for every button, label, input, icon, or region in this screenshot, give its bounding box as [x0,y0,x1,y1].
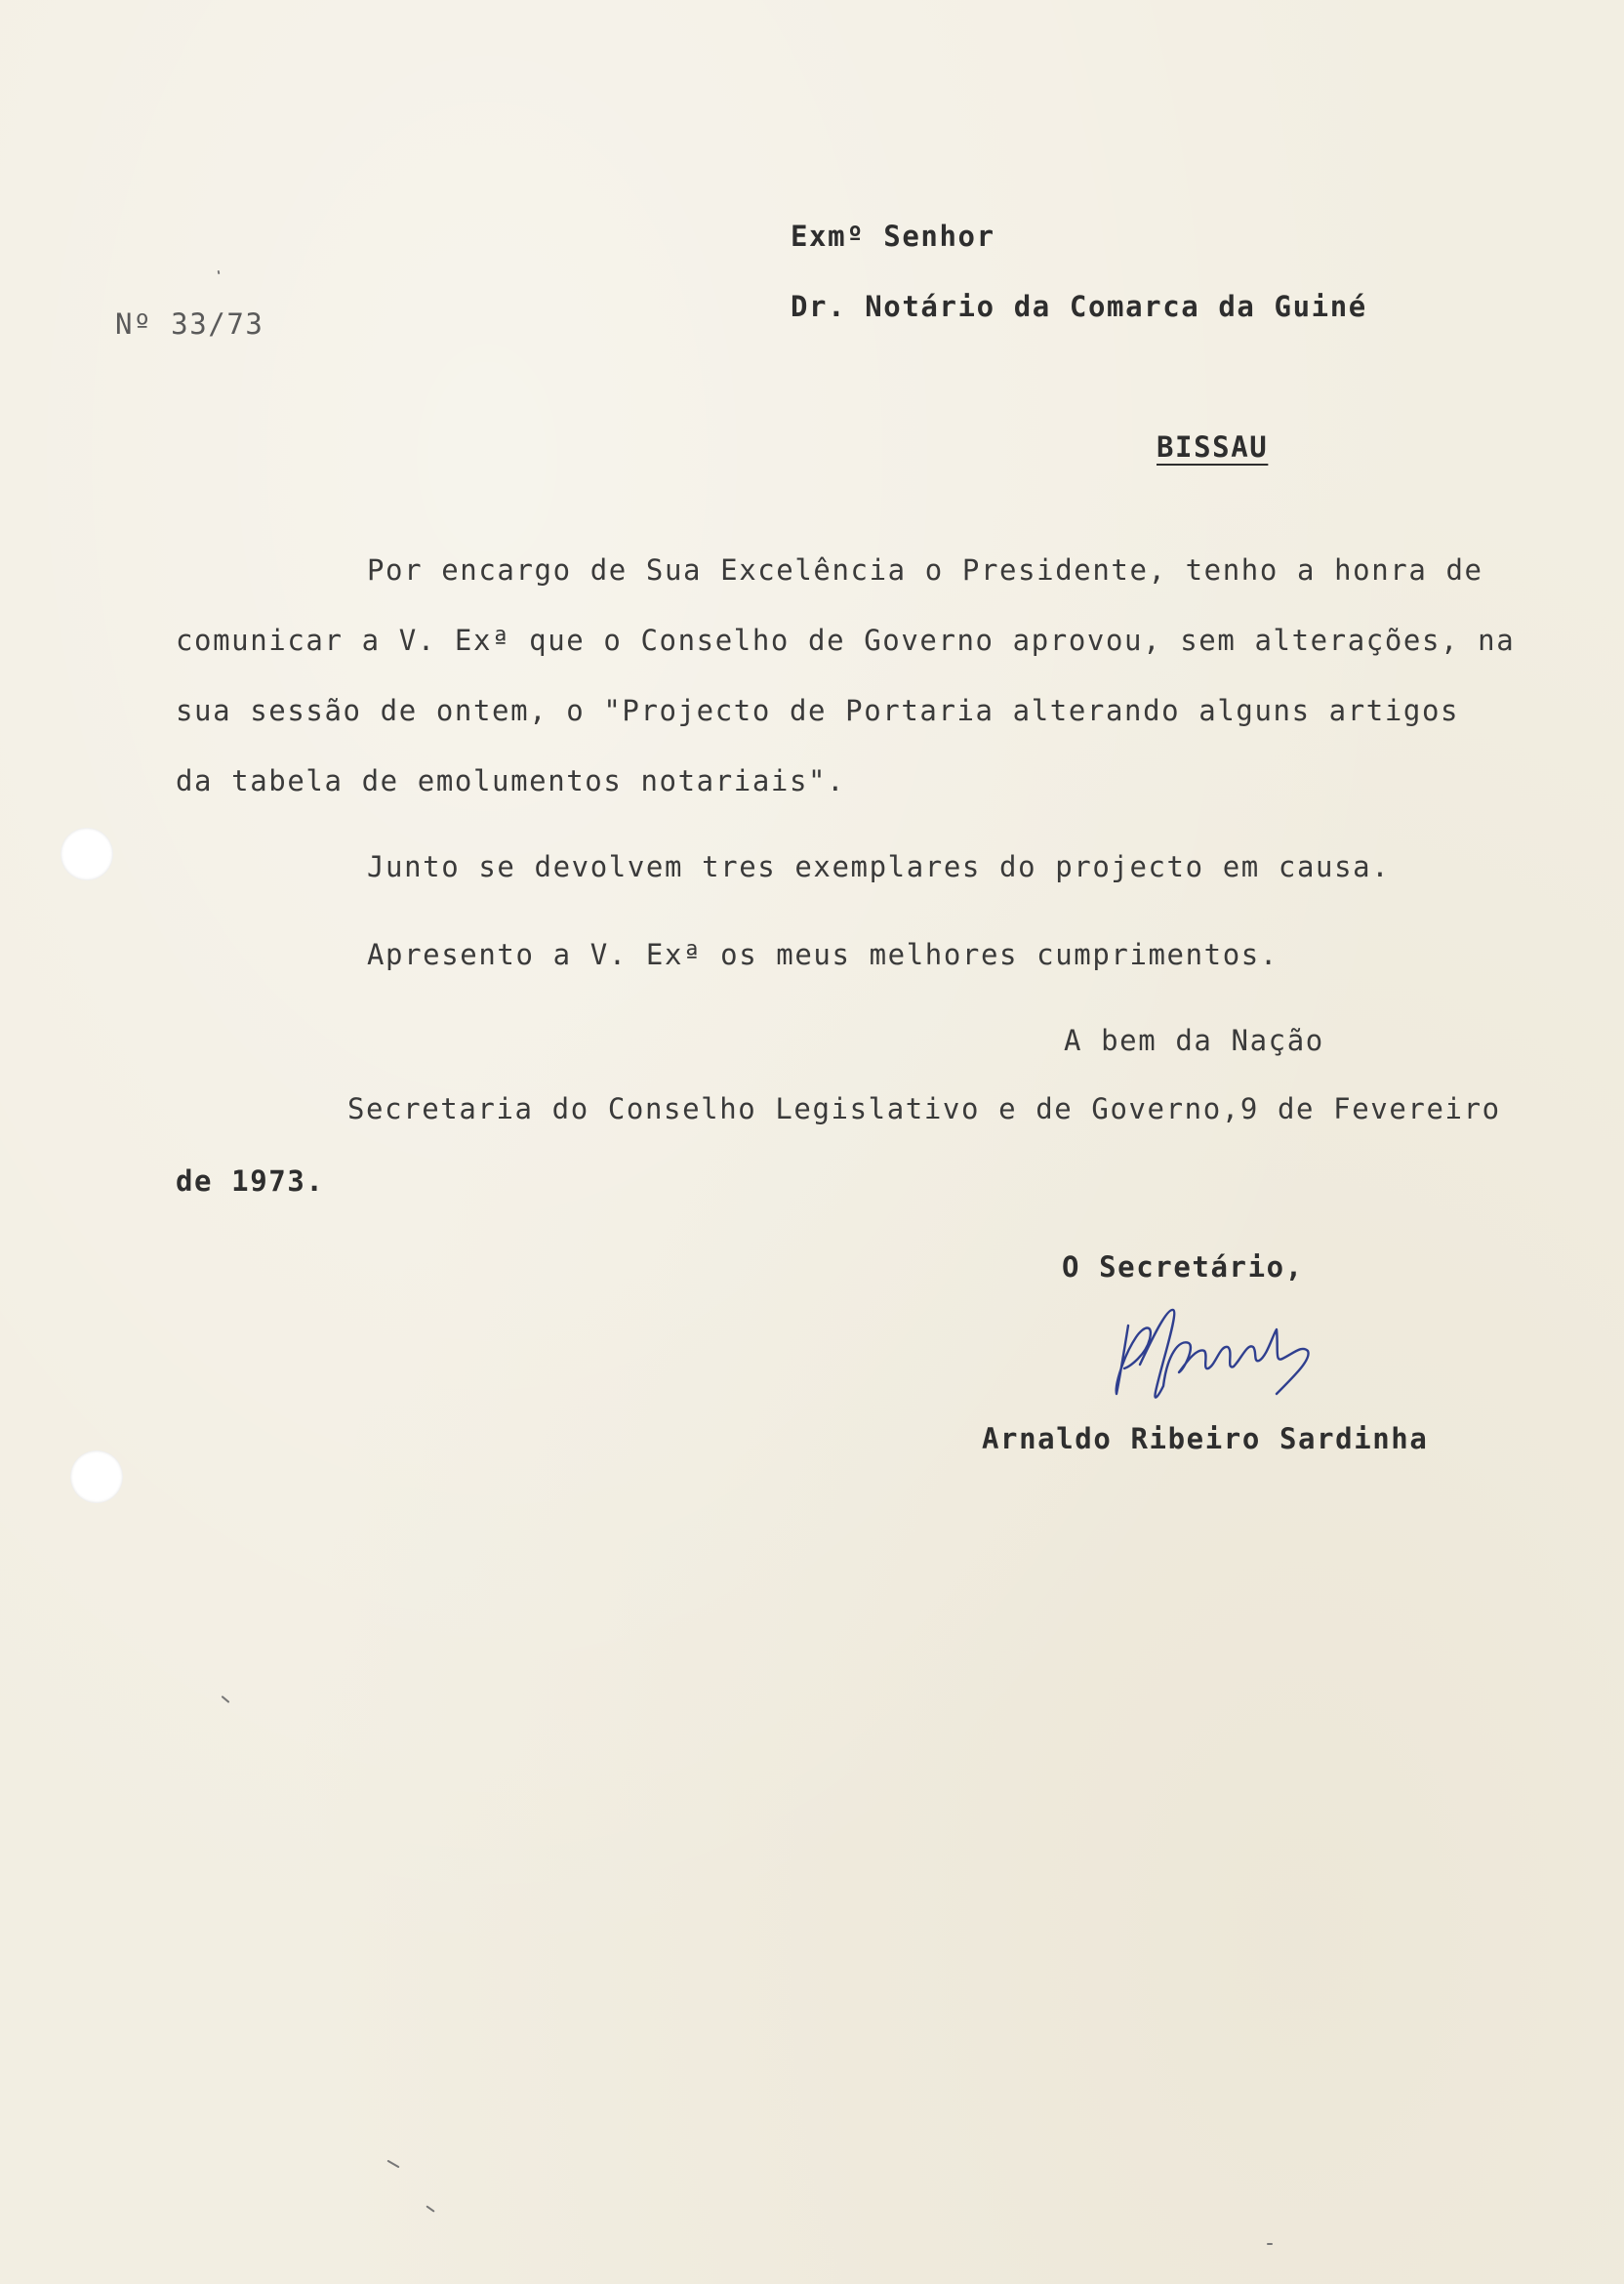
punch-hole-top [61,828,113,880]
paragraph-1-line-4: da tabela de emolumentos notariais". [176,764,846,797]
paragraph-3: Apresento a V. Exª os meus melhores cumprimentos. [367,938,1279,971]
signatory-name: Arnaldo Ribeiro Sardinha [982,1422,1429,1455]
paragraph-1-line-3: sua sessão de ontem, o "Projecto de Portaria alterando alguns artigos [176,694,1460,727]
paper-speck [386,2160,399,2169]
place-date-line-2: de 1973. [176,1164,325,1198]
paper-speck [1267,2243,1273,2245]
paper-speck [426,2205,434,2212]
salutation: Exmº Senhor [791,220,995,253]
place-date-line-1: Secretaria do Conselho Legislativo e de Governo,9 de Fevereiro [347,1092,1501,1125]
paper-speck [218,270,221,274]
reference-number: Nº 33/73 [115,307,264,341]
handwritten-signature [1111,1296,1325,1413]
paper-speck [222,1695,230,1703]
addressee: Dr. Notário da Comarca da Guiné [791,290,1367,323]
closing-formula: A bem da Nação [1064,1024,1324,1057]
paragraph-2: Junto se devolvem tres exemplares do projecto em causa. [367,850,1391,883]
punch-hole-bottom [70,1450,123,1503]
paragraph-1-line-2: comunicar a V. Exª que o Conselho de Governo aprovou, sem alterações, na [176,624,1516,657]
city: BISSAU [1157,430,1269,464]
paragraph-1-line-1: Por encargo de Sua Excelência o Presidente, tenho a honra de [367,553,1483,587]
signatory-title: O Secretário, [1062,1250,1304,1284]
